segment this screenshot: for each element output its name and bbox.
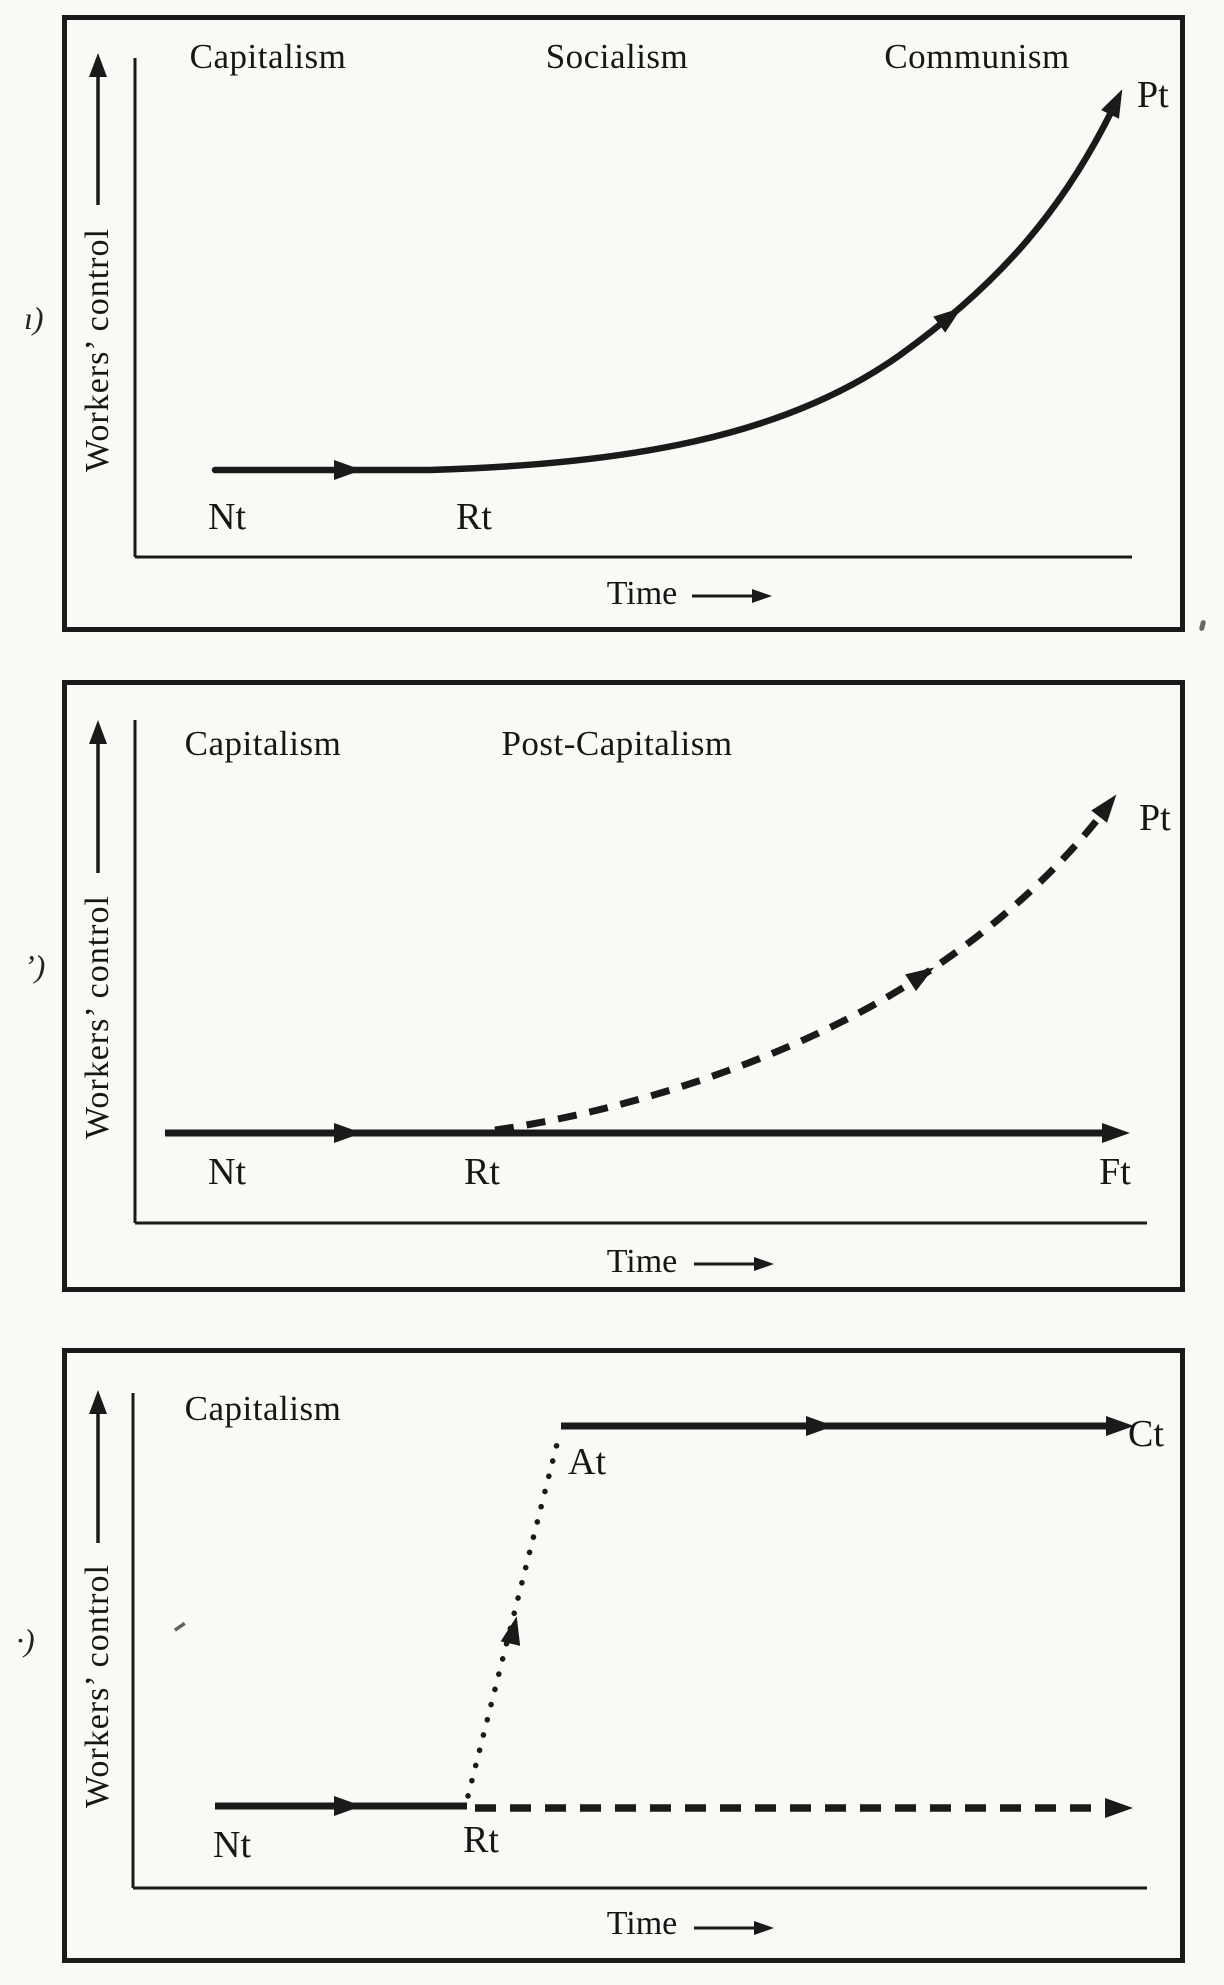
point-label-nt-b: Nt — [208, 1151, 246, 1193]
scan-speck — [174, 1622, 186, 1632]
x-axis-label-c: Time — [606, 1905, 678, 1942]
plateau-mid-arrow-icon — [806, 1416, 834, 1436]
stage-label-communism: Communism — [884, 37, 1070, 76]
dashed-tip-arrow-icon — [1105, 1798, 1133, 1818]
point-label-rt-b: Rt — [464, 1151, 500, 1193]
point-label-ft: Ft — [1099, 1151, 1131, 1193]
dashed-tip-arrow-icon — [1091, 788, 1124, 822]
flat-segment-arrow-icon — [334, 460, 362, 480]
panel-c-plot — [62, 1348, 1185, 1963]
point-label-nt-c: Nt — [213, 1824, 251, 1866]
dashed-mid-arrow-icon — [905, 959, 939, 991]
jump-line-dotted — [468, 1436, 559, 1796]
panel-c-frame — [65, 1351, 1183, 1961]
panel-b-frame — [65, 683, 1183, 1290]
pre-line-mid-arrow-icon — [334, 1796, 362, 1816]
y-axis-arrow-icon — [89, 53, 107, 77]
point-label-nt-a: Nt — [208, 496, 246, 538]
x-axis-label-a: Time — [606, 575, 678, 612]
margin-label-panel-c: ·) — [16, 1622, 35, 1658]
panel-c — [62, 1348, 1185, 1963]
margin-label-panel-a: ı) — [24, 300, 44, 336]
flat-mid-arrow-icon — [334, 1123, 362, 1143]
margin-label-panel-b: ’) — [24, 948, 46, 984]
trajectory-curve-solid — [215, 100, 1117, 470]
panel-a-plot — [62, 15, 1185, 632]
y-axis-arrow-icon — [89, 720, 107, 744]
y-axis-label-a: Workers’ control — [79, 228, 116, 472]
stage-label-capitalism-b: Capitalism — [184, 724, 342, 763]
point-label-ct: Ct — [1128, 1413, 1164, 1455]
time-arrow-icon — [752, 589, 772, 603]
stage-label-capitalism-a: Capitalism — [189, 37, 347, 76]
curve-tip-arrow-icon — [1101, 85, 1131, 119]
point-label-at: At — [568, 1441, 606, 1483]
panel-b — [62, 680, 1185, 1292]
y-axis-label-c: Workers’ control — [79, 1564, 116, 1808]
point-label-pt-b: Pt — [1139, 797, 1171, 839]
flat-tip-arrow-icon — [1102, 1123, 1130, 1143]
stage-label-post-capitalism: Post-Capitalism — [501, 724, 733, 763]
y-axis-label-b: Workers’ control — [79, 895, 116, 1139]
stage-label-socialism: Socialism — [545, 37, 689, 76]
x-axis-label-b: Time — [606, 1243, 678, 1280]
point-label-pt-a: Pt — [1137, 74, 1169, 116]
y-axis-arrow-icon — [89, 1390, 107, 1414]
stage-label-capitalism-c: Capitalism — [184, 1389, 342, 1428]
time-arrow-icon — [754, 1257, 774, 1271]
scan-speck-2 — [1199, 620, 1207, 632]
jump-arrow-icon — [501, 1614, 527, 1646]
point-label-rt-c: Rt — [463, 1819, 499, 1861]
rising-trajectory-dashed — [495, 810, 1105, 1130]
point-label-rt-a: Rt — [456, 496, 492, 538]
time-arrow-icon — [754, 1921, 774, 1935]
panel-a — [62, 15, 1185, 632]
panel-b-plot — [62, 680, 1185, 1292]
